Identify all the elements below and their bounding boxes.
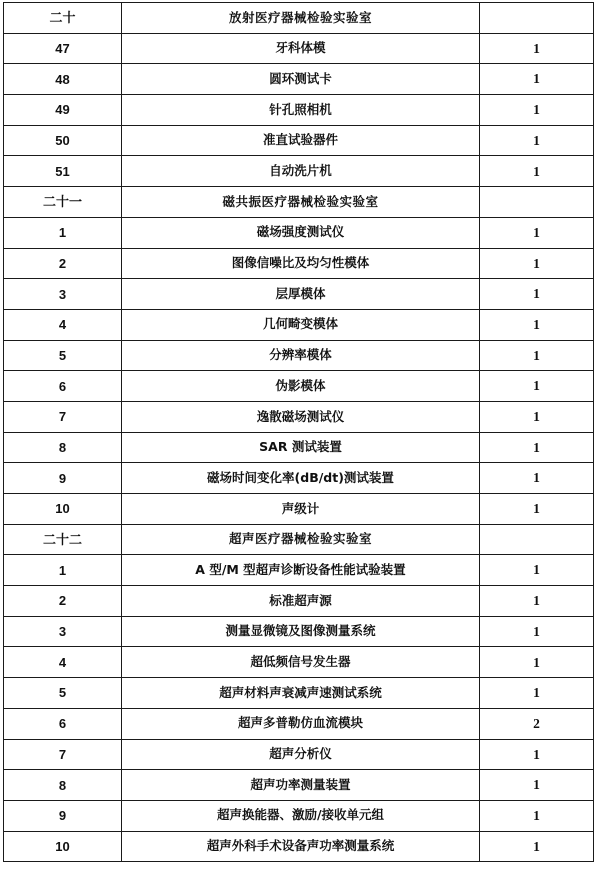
quantity-cell: 1 (480, 371, 594, 402)
table-row (4, 831, 594, 862)
item-name-cell: 标准超声源 (122, 586, 480, 617)
table-row (4, 494, 594, 525)
item-name-cell: 圆环测试卡 (122, 64, 480, 95)
section-title-cell: 超声医疗器械检验实验室 (122, 524, 480, 555)
item-number-cell: 2 (4, 248, 122, 279)
item-name-cell: 测量显微镜及图像测量系统 (122, 616, 480, 647)
item-name-cell: 超声换能器、激励/接收单元组 (122, 800, 480, 831)
item-number-cell: 8 (4, 770, 122, 801)
table-row (4, 616, 594, 647)
quantity-cell (480, 187, 594, 218)
item-number-cell: 8 (4, 432, 122, 463)
item-name-cell: 超声分析仪 (122, 739, 480, 770)
quantity-cell: 1 (480, 616, 594, 647)
item-number-cell: 4 (4, 309, 122, 340)
item-name-cell: 牙科体模 (122, 33, 480, 64)
item-name-cell: 声级计 (122, 494, 480, 525)
item-name-cell: 超声功率测量装置 (122, 770, 480, 801)
quantity-cell: 1 (480, 586, 594, 617)
item-name-cell: 分辨率模体 (122, 340, 480, 371)
section-number-cell: 二十 (4, 3, 122, 34)
quantity-cell: 1 (480, 401, 594, 432)
section-number-cell: 二十一 (4, 187, 122, 218)
item-name-cell: 图像信噪比及均匀性模体 (122, 248, 480, 279)
equipment-table (3, 2, 594, 862)
equipment-table-body (4, 3, 594, 862)
item-name-cell: 超低频信号发生器 (122, 647, 480, 678)
table-row (4, 432, 594, 463)
item-name-cell: 准直试验器件 (122, 125, 480, 156)
item-number-cell: 5 (4, 340, 122, 371)
table-row (4, 371, 594, 402)
table-row (4, 125, 594, 156)
quantity-cell: 1 (480, 309, 594, 340)
item-name-cell: A 型/M 型超声诊断设备性能试验装置 (122, 555, 480, 586)
quantity-cell: 1 (480, 555, 594, 586)
item-number-cell: 7 (4, 401, 122, 432)
item-name-cell: 磁场时间变化率(dB/dt)测试装置 (122, 463, 480, 494)
table-row (4, 555, 594, 586)
table-row (4, 217, 594, 248)
table-row (4, 770, 594, 801)
item-number-cell: 9 (4, 800, 122, 831)
item-number-cell: 9 (4, 463, 122, 494)
quantity-cell: 1 (480, 678, 594, 709)
table-row (4, 156, 594, 187)
item-number-cell: 1 (4, 555, 122, 586)
section-header-row (4, 3, 594, 34)
quantity-cell: 1 (480, 156, 594, 187)
item-number-cell: 47 (4, 33, 122, 64)
item-number-cell: 50 (4, 125, 122, 156)
table-row (4, 401, 594, 432)
section-header-row (4, 524, 594, 555)
quantity-cell: 1 (480, 95, 594, 126)
item-name-cell: 逸散磁场测试仪 (122, 401, 480, 432)
item-name-cell: 超声材料声衰减声速测试系统 (122, 678, 480, 709)
quantity-cell: 1 (480, 64, 594, 95)
table-row (4, 708, 594, 739)
quantity-cell: 1 (480, 800, 594, 831)
item-name-cell: 磁场强度测试仪 (122, 217, 480, 248)
table-row (4, 340, 594, 371)
item-number-cell: 5 (4, 678, 122, 709)
quantity-cell: 1 (480, 463, 594, 494)
quantity-cell: 1 (480, 647, 594, 678)
item-name-cell: 超声外科手术设备声功率测量系统 (122, 831, 480, 862)
quantity-cell: 1 (480, 494, 594, 525)
table-row (4, 678, 594, 709)
quantity-cell: 1 (480, 831, 594, 862)
table-row (4, 309, 594, 340)
item-number-cell: 1 (4, 217, 122, 248)
quantity-cell: 1 (480, 33, 594, 64)
quantity-cell: 1 (480, 770, 594, 801)
quantity-cell: 1 (480, 432, 594, 463)
item-number-cell: 3 (4, 616, 122, 647)
item-number-cell: 6 (4, 708, 122, 739)
item-name-cell: SAR 测试装置 (122, 432, 480, 463)
quantity-cell: 1 (480, 248, 594, 279)
item-name-cell: 针孔照相机 (122, 95, 480, 126)
item-number-cell: 2 (4, 586, 122, 617)
item-name-cell: 层厚模体 (122, 279, 480, 310)
item-name-cell: 超声多普勒仿血流模块 (122, 708, 480, 739)
section-title-cell: 磁共振医疗器械检验实验室 (122, 187, 480, 218)
quantity-cell: 1 (480, 739, 594, 770)
table-row (4, 647, 594, 678)
section-title-cell: 放射医疗器械检验实验室 (122, 3, 480, 34)
item-number-cell: 48 (4, 64, 122, 95)
item-number-cell: 51 (4, 156, 122, 187)
item-number-cell: 49 (4, 95, 122, 126)
table-row (4, 248, 594, 279)
item-number-cell: 10 (4, 831, 122, 862)
item-number-cell: 7 (4, 739, 122, 770)
item-name-cell: 自动洗片机 (122, 156, 480, 187)
table-row (4, 279, 594, 310)
quantity-cell: 2 (480, 708, 594, 739)
table-row (4, 95, 594, 126)
item-number-cell: 10 (4, 494, 122, 525)
quantity-cell: 1 (480, 217, 594, 248)
quantity-cell (480, 524, 594, 555)
section-header-row (4, 187, 594, 218)
quantity-cell: 1 (480, 125, 594, 156)
table-row (4, 586, 594, 617)
section-number-cell: 二十二 (4, 524, 122, 555)
item-number-cell: 4 (4, 647, 122, 678)
table-row (4, 739, 594, 770)
item-number-cell: 3 (4, 279, 122, 310)
item-name-cell: 几何畸变模体 (122, 309, 480, 340)
table-row (4, 463, 594, 494)
item-name-cell: 伪影模体 (122, 371, 480, 402)
quantity-cell (480, 3, 594, 34)
table-row (4, 33, 594, 64)
item-number-cell: 6 (4, 371, 122, 402)
table-row (4, 64, 594, 95)
quantity-cell: 1 (480, 340, 594, 371)
quantity-cell: 1 (480, 279, 594, 310)
table-row (4, 800, 594, 831)
